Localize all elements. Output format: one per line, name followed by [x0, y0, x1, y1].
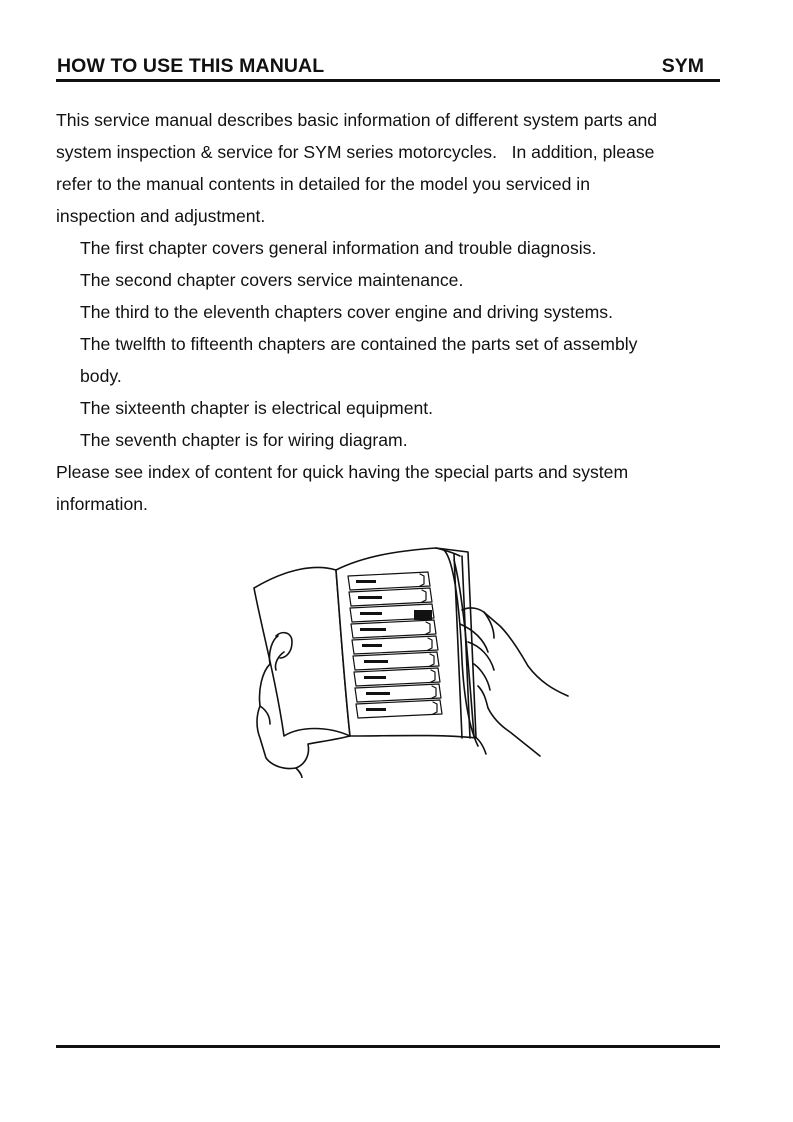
intro-text: [56, 104, 720, 520]
text-line: information.: [56, 494, 148, 514]
page-title: HOW TO USE THIS MANUAL: [57, 55, 325, 77]
chapter-line: The first chapter covers general information and trouble diagnosis.: [80, 238, 597, 258]
text-line: This service manual describes basic information of different system parts and: [56, 110, 658, 130]
page-header: [56, 52, 720, 82]
brand-label: SYM: [661, 55, 704, 77]
chapter-line: The sixteenth chapter is electrical equipment.: [80, 398, 434, 418]
chapter-line: The third to the eleventh chapters cover engine and driving systems.: [80, 302, 613, 322]
chapter-line: The twelfth to fifteenth chapters are contained the parts set of assembly: [80, 334, 638, 354]
hands-holding-manual-icon: [248, 540, 570, 778]
chapter-line: body.: [80, 366, 122, 386]
text-line: inspection and adjustment.: [56, 206, 266, 226]
text-line: refer to the manual contents in detailed for the model you serviced in: [56, 174, 590, 194]
chapter-line: The second chapter covers service maintenance.: [80, 270, 464, 290]
footer-rule: [56, 1045, 720, 1048]
text-line: system inspection & service for SYM series motorcycles. In addition, please: [56, 142, 655, 162]
chapter-line: The seventh chapter is for wiring diagram.: [80, 430, 408, 450]
text-line: Please see index of content for quick having the special parts and system: [56, 462, 629, 482]
